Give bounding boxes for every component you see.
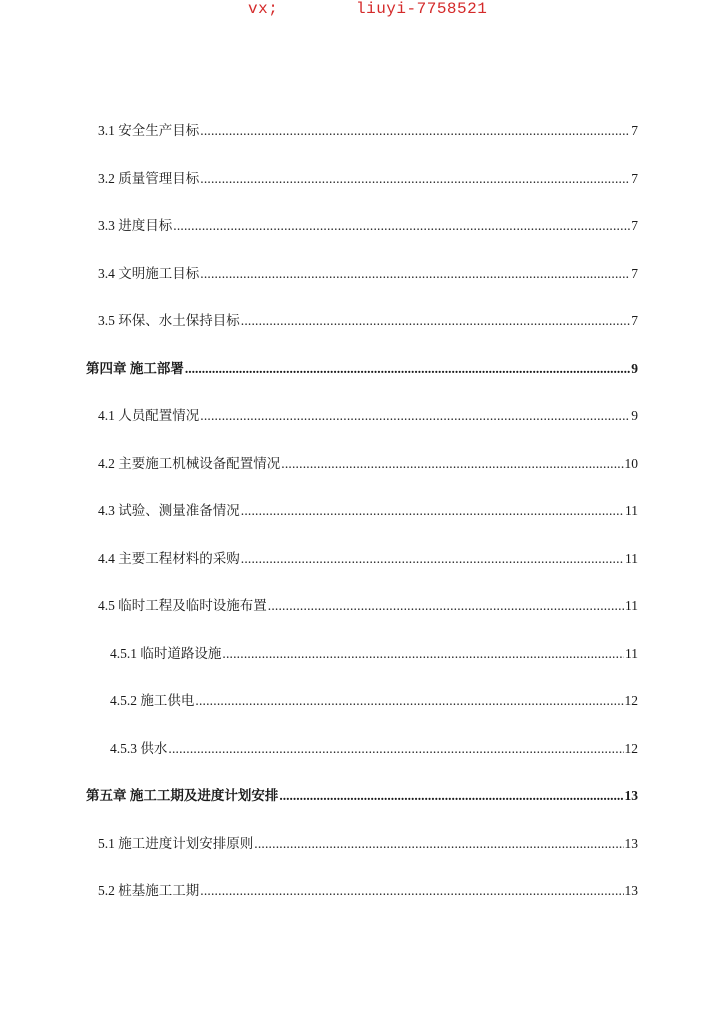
dot-leader [200, 164, 630, 194]
dot-leader [168, 734, 623, 764]
toc-entry-page: 11 [625, 550, 638, 566]
toc-entry-page: 7 [631, 170, 638, 186]
toc-entry-page: 9 [631, 408, 638, 423]
toc-entry-3-4[interactable] [86, 259, 638, 307]
watermark-left-text: vx; [248, 0, 279, 18]
toc-entry-5-2[interactable] [86, 876, 638, 924]
toc-entry-3-1[interactable] [86, 116, 638, 164]
table-of-contents [86, 116, 638, 924]
toc-chapter-page: 13 [624, 788, 638, 803]
toc-entry-title: 3.3 进度目标 [98, 218, 173, 233]
toc-entry-page: 11 [625, 503, 638, 518]
dot-leader [200, 401, 630, 431]
toc-entry-title: 4.5.1 临时道路设施 [110, 645, 222, 661]
dot-leader [173, 211, 630, 241]
dot-leader [279, 781, 623, 811]
toc-chapter-title: 第四章 施工部署 [86, 360, 184, 376]
toc-entry-title: 4.5.3 供水 [110, 740, 168, 756]
dot-leader [241, 306, 631, 336]
dot-leader [195, 686, 623, 716]
toc-entry-title: 4.2 主要施工机械设备配置情况 [98, 455, 281, 471]
toc-entry-4-5-1[interactable] [86, 639, 638, 687]
toc-entry-page: 12 [624, 740, 638, 756]
toc-entry-title: 3.2 质量管理目标 [98, 170, 200, 186]
toc-entry-page: 12 [624, 693, 638, 708]
dot-leader [281, 449, 623, 479]
watermark-right-text: liuyi-7758521 [356, 0, 488, 18]
toc-entry-4-5[interactable] [86, 591, 638, 639]
toc-chapter-title: 第五章 施工工期及进度计划安排 [86, 788, 279, 803]
toc-entry-page: 13 [624, 835, 638, 851]
toc-entry-title: 4.5 临时工程及临时设施布置 [98, 598, 267, 613]
toc-entry-title: 4.3 试验、测量准备情况 [98, 503, 240, 518]
toc-entry-page: 10 [624, 455, 638, 471]
toc-chapter-4[interactable] [86, 354, 638, 402]
toc-entry-4-3[interactable] [86, 496, 638, 544]
toc-entry-page: 7 [631, 313, 638, 328]
dot-leader [200, 259, 630, 289]
toc-entry-3-3[interactable] [86, 211, 638, 259]
toc-entry-title: 4.4 主要工程材料的采购 [98, 550, 240, 566]
toc-entry-4-2[interactable] [86, 449, 638, 497]
toc-entry-title: 3.4 文明施工目标 [98, 265, 200, 281]
toc-entry-4-4[interactable] [86, 544, 638, 592]
toc-entry-4-5-2[interactable] [86, 686, 638, 734]
toc-entry-page: 11 [625, 598, 638, 613]
watermark [0, 0, 724, 24]
dot-leader [268, 591, 624, 621]
toc-entry-page: 7 [631, 265, 638, 281]
dot-leader [222, 639, 624, 669]
toc-chapter-5[interactable] [86, 781, 638, 829]
toc-entry-title: 4.5.2 施工供电 [110, 693, 195, 708]
dot-leader [254, 829, 623, 859]
dot-leader [200, 116, 630, 146]
toc-entry-title: 5.1 施工进度计划安排原则 [98, 835, 254, 851]
toc-entry-page: 7 [631, 218, 638, 233]
dot-leader [241, 544, 624, 574]
toc-entry-4-5-3[interactable] [86, 734, 638, 782]
toc-entry-title: 3.1 安全生产目标 [98, 123, 200, 138]
dot-leader [185, 354, 630, 384]
toc-entry-title: 5.2 桩基施工工期 [98, 883, 200, 898]
toc-entry-title: 3.5 环保、水土保持目标 [98, 313, 240, 328]
toc-entry-3-2[interactable] [86, 164, 638, 212]
toc-entry-page: 11 [625, 645, 638, 661]
toc-entry-title: 4.1 人员配置情况 [98, 408, 200, 423]
toc-entry-3-5[interactable] [86, 306, 638, 354]
toc-entry-page: 7 [631, 123, 638, 138]
toc-entry-5-1[interactable] [86, 829, 638, 877]
toc-chapter-page: 9 [631, 360, 638, 376]
dot-leader [241, 496, 624, 526]
dot-leader [200, 876, 623, 906]
toc-entry-page: 13 [624, 883, 638, 898]
toc-entry-4-1[interactable] [86, 401, 638, 449]
